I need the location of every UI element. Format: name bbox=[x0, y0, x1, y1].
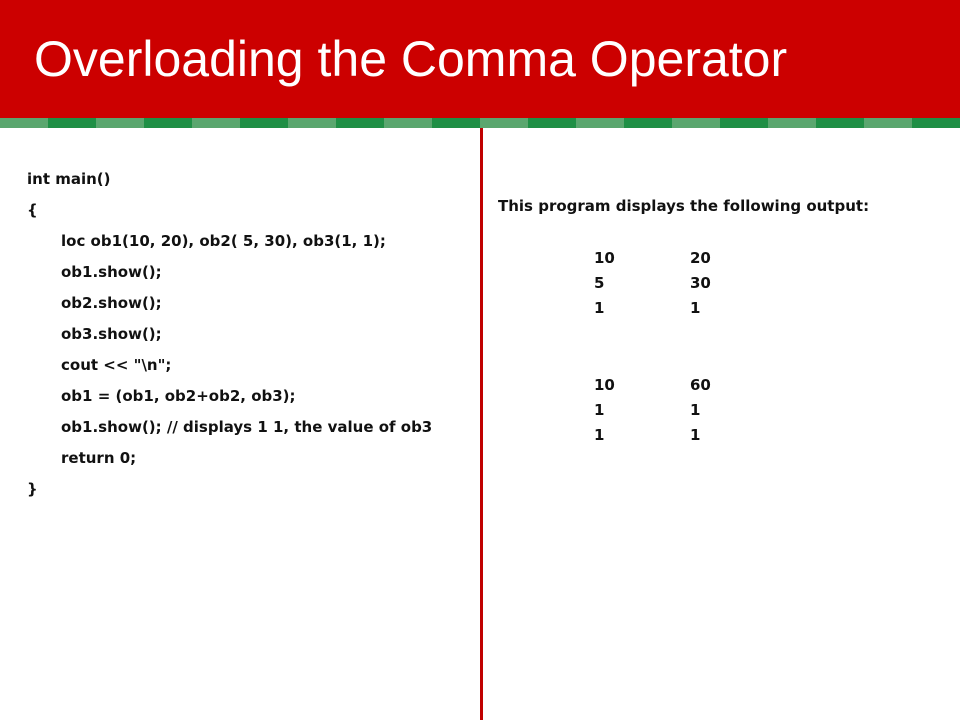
output-row bbox=[594, 296, 734, 321]
output-row bbox=[594, 271, 734, 296]
output-cell: 1 bbox=[690, 299, 701, 317]
output-cell: 30 bbox=[690, 274, 711, 292]
slide-title: Overloading the Comma Operator bbox=[34, 31, 788, 87]
code-line: cout << "\n"; bbox=[61, 356, 172, 374]
output-block-2 bbox=[594, 373, 734, 448]
output-cell: 10 bbox=[594, 376, 615, 394]
output-cell: 1 bbox=[594, 426, 605, 444]
output-cell: 5 bbox=[594, 274, 605, 292]
code-line: ob3.show(); bbox=[61, 325, 162, 343]
output-row bbox=[594, 423, 734, 448]
code-line: loc ob1(10, 20), ob2( 5, 30), ob3(1, 1); bbox=[61, 232, 386, 250]
code-line: ob1 = (ob1, ob2+ob2, ob3); bbox=[61, 387, 296, 405]
title-bar bbox=[0, 0, 960, 118]
code-line: return 0; bbox=[61, 449, 137, 467]
output-row bbox=[594, 373, 734, 398]
output-cell: 10 bbox=[594, 249, 615, 267]
output-cell: 1 bbox=[594, 299, 605, 317]
column-divider bbox=[480, 128, 483, 720]
output-cell: 20 bbox=[690, 249, 711, 267]
code-line: ob2.show(); bbox=[61, 294, 162, 312]
output-block-1 bbox=[594, 246, 734, 321]
decorative-stripe bbox=[0, 118, 960, 128]
output-cell: 1 bbox=[594, 401, 605, 419]
output-row bbox=[594, 398, 734, 423]
code-line: { bbox=[27, 201, 38, 219]
output-heading: This program displays the following output: bbox=[498, 197, 870, 215]
output-cell: 1 bbox=[690, 426, 701, 444]
code-line: ob1.show(); // displays 1 1, the value of ob3 bbox=[61, 418, 433, 436]
code-line: ob1.show(); bbox=[61, 263, 162, 281]
output-cell: 60 bbox=[690, 376, 711, 394]
code-listing bbox=[27, 166, 432, 507]
output-cell: 1 bbox=[690, 401, 701, 419]
code-line: int main() bbox=[27, 170, 111, 188]
output-row bbox=[594, 246, 734, 271]
code-line: } bbox=[27, 480, 38, 498]
